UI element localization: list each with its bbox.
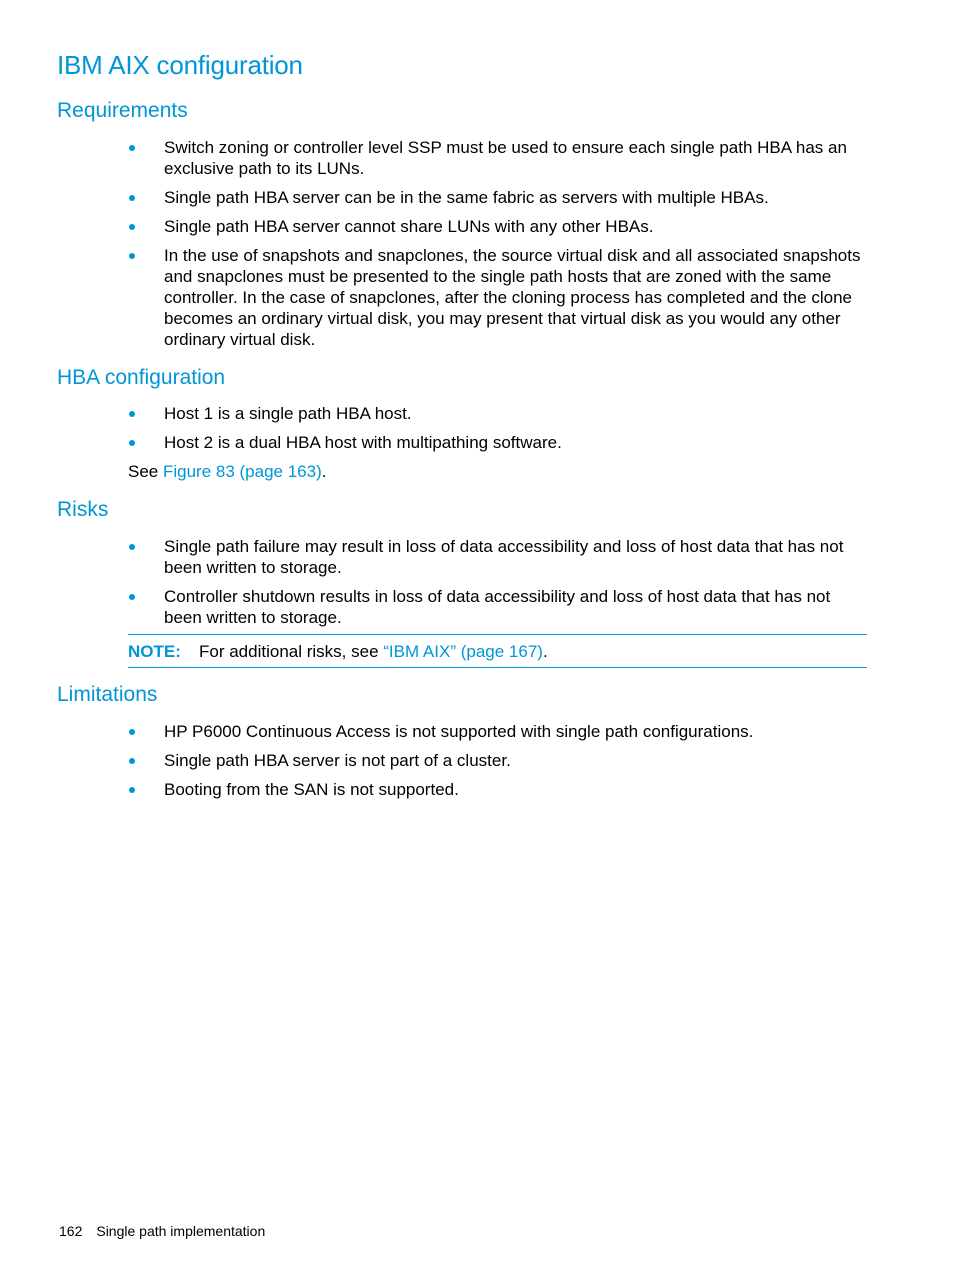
list-item: Single path failure may result in loss of data accessibility and loss of host data that has not been written to storage. <box>128 536 868 578</box>
figure-83-link[interactable]: Figure 83 (page 163) <box>162 462 322 481</box>
bullet-icon <box>129 544 135 550</box>
hba-configuration-heading: HBA configuration <box>57 366 226 389</box>
page-footer <box>59 1223 265 1239</box>
list-item: In the use of snapshots and snapclones, the source virtual disk and all associated snapshots and snapclones must be presented to the single path hosts that are zoned with the same controller. In the case of snapclones, after the cloning process has completed and the clone becomes an ordinary virtual disk, you may present that virtual disk as you would any other ordinary virtual disk. <box>128 245 868 350</box>
list-item: Switch zoning or controller level SSP must be used to ensure each single path HBA has an exclusive path to its LUNs. <box>128 137 868 179</box>
bullet-icon <box>129 224 135 230</box>
list-item: Controller shutdown results in loss of data accessibility and loss of host data that has not been written to storage. <box>128 586 868 628</box>
bullet-icon <box>129 594 135 600</box>
bullet-icon <box>129 787 135 793</box>
risks-heading: Risks <box>57 498 109 521</box>
requirements-list <box>128 137 868 358</box>
list-item: Host 1 is a single path HBA host. <box>128 403 868 424</box>
list-item: HP P6000 Continuous Access is not supported with single path configurations. <box>128 721 868 742</box>
bullet-icon <box>129 440 135 446</box>
page-number: 162 <box>59 1223 83 1239</box>
bullet-icon <box>129 253 135 259</box>
note-box <box>128 634 867 668</box>
bullet-icon <box>129 195 135 201</box>
list-item: Single path HBA server is not part of a cluster. <box>128 750 868 771</box>
risks-list <box>128 536 868 636</box>
list-item: Single path HBA server cannot share LUNs with any other HBAs. <box>128 216 868 237</box>
list-item: Single path HBA server can be in the same fabric as servers with multiple HBAs. <box>128 187 868 208</box>
list-item: Booting from the SAN is not supported. <box>128 779 868 800</box>
bullet-icon <box>129 758 135 764</box>
see-figure-paragraph: See Figure 83 (page 163). <box>128 462 327 481</box>
bullet-icon <box>129 411 135 417</box>
bullet-icon <box>129 729 135 735</box>
limitations-heading: Limitations <box>57 683 158 706</box>
page-title: IBM AIX configuration <box>57 50 303 80</box>
note-label: NOTE: <box>128 642 181 661</box>
limitations-list <box>128 721 868 808</box>
ibm-aix-link[interactable]: “IBM AIX” (page 167) <box>383 642 543 661</box>
list-item: Host 2 is a dual HBA host with multipathing software. <box>128 432 868 453</box>
note-text: For additional risks, see “IBM AIX” (page 167). <box>199 642 548 661</box>
bullet-icon <box>129 145 135 151</box>
requirements-heading: Requirements <box>57 99 188 122</box>
hba-configuration-list <box>128 403 868 461</box>
footer-section-name: Single path implementation <box>96 1223 266 1239</box>
